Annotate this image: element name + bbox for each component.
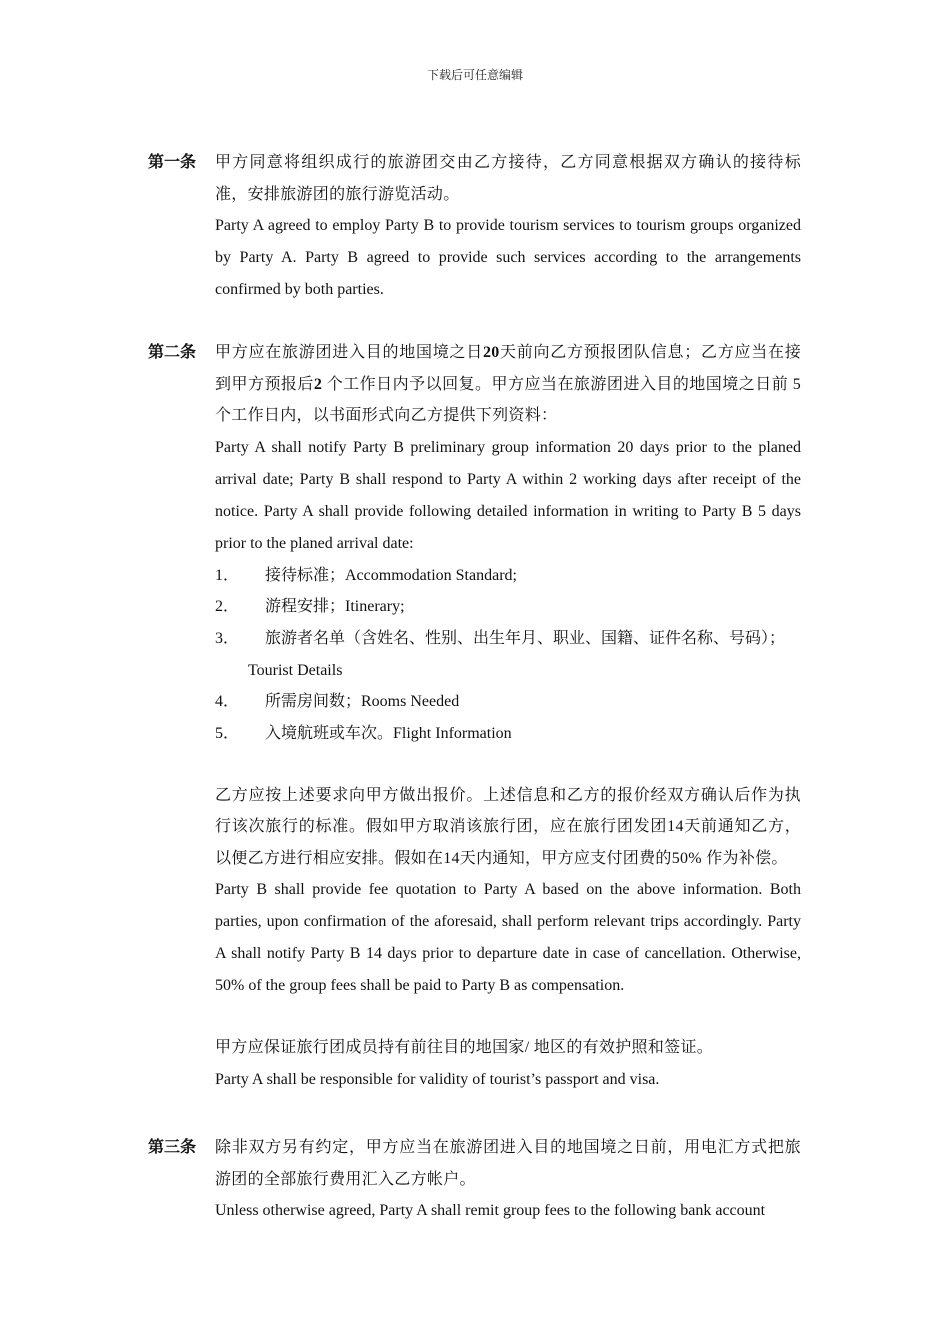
article-2 [148, 337, 810, 1096]
article-2-zh-part2: 天前向乙方预报团队信息；乙方应当在接到甲方预报后 [215, 344, 801, 393]
passport-paragraph [215, 1032, 801, 1096]
list-item [215, 560, 801, 592]
article-2-label: 第二条 [148, 344, 197, 361]
article-1 [148, 147, 810, 306]
article-2-chinese [215, 337, 801, 432]
required-materials-list [215, 560, 801, 750]
article-2-zh-part3: 个工作日内予以回复。甲方应当在旅游团进入目的地国境之日前 5 个工作日内，以书面形式向乙方提供下列资料： [215, 375, 801, 424]
list-item-number: 3． [215, 629, 240, 647]
article-2-days-2: 2 [313, 375, 323, 393]
list-item [215, 718, 801, 750]
quotation-english: Party B shall provide fee quotation to Party A based on the above information. Both parties, upon confirmation of the aforesaid, shall perform relevant trips accordingly. Party A shall notify Party B 14 days prior to departure date in case of cancellation. Otherwise, 50% of the group fees shall be paid to Party B as compensation. [215, 881, 801, 995]
article-1-body [215, 147, 801, 306]
article-3-english: Unless otherwise agreed, Party A shall remit group fees to the following bank account [215, 1202, 766, 1219]
quotation-chinese: 乙方应按上述要求向甲方做出报价。上述信息和乙方的报价经双方确认后作为执行该次旅行的标准。假如甲方取消该旅行团，应在旅行团发团14天前通知乙方，以便乙方进行相应安排。假如在14天内通知，甲方应支付团费的50% 作为补偿。 [215, 786, 801, 867]
list-item-text: 旅游者名单（含姓名、性别、出生年月、职业、国籍、证件名称、号码）； [265, 629, 786, 647]
article-2-body [215, 337, 801, 1096]
page-header: 下载后可任意编辑 [426, 68, 523, 82]
article-3-label: 第三条 [148, 1139, 197, 1156]
list-item-text: 所需房间数；Rooms Needed [265, 693, 460, 711]
list-item-number: 1． [215, 566, 240, 584]
article-2-english: Party A shall notify Party B preliminary group information 20 days prior to the planed arrival date; Party B shall respond to Party A within 2 working days after receipt of the notice. Party A shall provide following detailed information in writing to Party B 5 days prior to the planed arrival date: [215, 438, 801, 552]
article-2-days-20: 20 [482, 344, 500, 361]
list-item-number: 4． [215, 693, 240, 711]
passport-chinese: 甲方应保证旅行团成员持有前往目的地国家/ 地区的有效护照和签证。 [215, 1039, 714, 1057]
list-item-continuation: Tourist Details [248, 661, 343, 679]
article-2-zh-part1: 甲方应在旅游团进入目的地国境之日 [215, 344, 483, 361]
list-item [215, 686, 801, 718]
quotation-paragraph [215, 780, 801, 1003]
list-item [215, 623, 801, 686]
article-1-label: 第一条 [148, 154, 197, 171]
article-1-english: Party A agreed to employ Party B to provide tourism services to tourism groups organized by Party A. Party B agreed to provide such services according to the arrangements confirmed by both parties. [215, 217, 801, 298]
list-item-number: 5． [215, 725, 240, 743]
list-item-text: 入境航班或车次。Flight Information [265, 725, 512, 743]
list-item-number: 2． [215, 598, 240, 616]
list-item-text: 接待标准；Accommodation Standard; [265, 566, 517, 584]
passport-english: Party A shall be responsible for validity of tourist’s passport and visa. [215, 1070, 660, 1088]
list-item [215, 591, 801, 623]
list-item-text: 游程安排；Itinerary; [265, 598, 405, 616]
article-3 [148, 1132, 810, 1227]
article-1-chinese: 甲方同意将组织成行的旅游团交由乙方接待，乙方同意根据双方确认的接待标准，安排旅游团的旅行游览活动。 [215, 154, 801, 203]
article-3-body [215, 1132, 801, 1227]
article-3-chinese: 除非双方另有约定，甲方应当在旅游团进入目的地国境之日前，用电汇方式把旅游团的全部旅行费用汇入乙方帐户。 [215, 1139, 801, 1188]
